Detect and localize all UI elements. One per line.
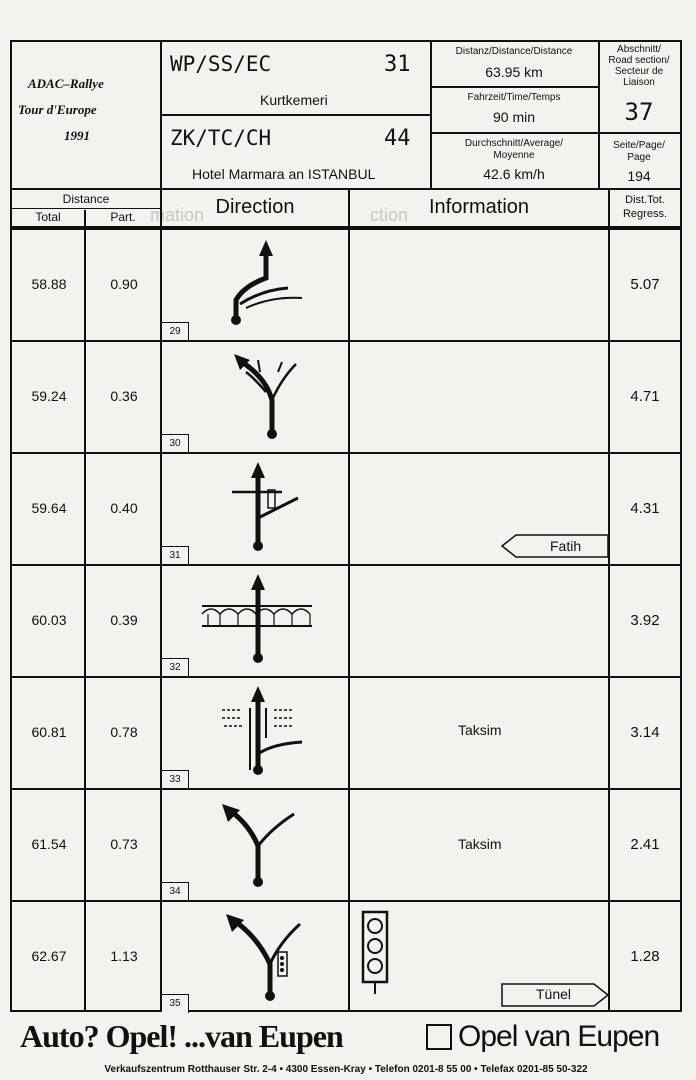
regress-distance: 3.92 <box>630 612 660 629</box>
partial-distance: 1.13 <box>110 948 138 964</box>
table-row <box>12 342 680 454</box>
box-number: 33 <box>162 770 189 789</box>
total-distance: 60.81 <box>31 724 67 740</box>
col-part: Part. <box>110 210 136 224</box>
page-label-1: Seite/Page/ <box>613 140 665 151</box>
average-label-1: Durchschnitt/Average/ <box>464 138 564 149</box>
opel-logo-icon <box>426 1024 452 1050</box>
roadbook-header <box>10 40 682 190</box>
page-label-2: Page <box>627 152 651 163</box>
section-label-3: Secteur de <box>614 66 664 77</box>
info-sign-text: Tünel <box>536 986 572 1002</box>
box-number: 30 <box>162 434 189 453</box>
average-label-2: Moyenne <box>493 150 535 161</box>
rally-year: 1991 <box>64 128 90 143</box>
control-name: Hotel Marmara an ISTANBUL <box>192 166 376 182</box>
regress-distance: 1.28 <box>630 948 660 965</box>
time-label: Fahrzeit/Time/Temps <box>467 92 561 103</box>
box-number: 32 <box>162 658 189 677</box>
table-row <box>12 566 680 678</box>
tulip-diagram-icon <box>162 790 348 902</box>
col-information: Information <box>428 196 530 218</box>
sponsor-banner <box>10 1016 682 1062</box>
info-text: Taksim <box>458 836 502 852</box>
info-sign-text: Fatih <box>550 538 582 554</box>
section-label-4: Liaison <box>623 77 655 88</box>
tulip-diagram-icon <box>162 342 348 454</box>
average-value: 42.6 km/h <box>483 166 545 182</box>
page-value: 194 <box>627 168 651 184</box>
table-row <box>12 678 680 790</box>
bleed-through: ction <box>370 205 409 225</box>
tulip-diagram-icon <box>162 230 348 342</box>
col-total: Total <box>35 210 61 224</box>
box-number: 35 <box>162 994 189 1013</box>
column-headers <box>10 190 682 228</box>
regress-distance: 5.07 <box>630 276 660 293</box>
table-row <box>12 790 680 902</box>
col-regress-1: Dist.Tot. <box>625 194 665 206</box>
partial-distance: 0.36 <box>110 388 138 404</box>
table-row <box>12 454 680 566</box>
stage-name: Kurtkemeri <box>260 92 328 108</box>
tulip-diagram-icon <box>162 678 348 790</box>
col-regress-2: Regress. <box>622 208 668 220</box>
distance-label: Distanz/Distance/Distance <box>455 46 573 57</box>
regress-distance: 4.31 <box>630 500 660 517</box>
regress-distance: 4.71 <box>630 388 660 405</box>
box-number: 29 <box>162 322 189 341</box>
col-direction: Direction <box>215 196 295 218</box>
total-distance: 62.67 <box>31 948 67 964</box>
total-distance: 59.64 <box>31 500 67 516</box>
table-row <box>12 902 680 1014</box>
sponsor-slogan: Auto? Opel! ...van Eupen <box>20 1018 343 1054</box>
regress-distance: 3.14 <box>630 724 660 741</box>
stage-code: WP/SS/EC <box>170 52 272 76</box>
tulip-diagram-icon <box>162 566 348 678</box>
partial-distance: 0.78 <box>110 724 138 740</box>
tulip-diagram-icon <box>162 902 348 1014</box>
tulip-diagram-icon <box>162 454 348 566</box>
partial-distance: 0.40 <box>110 500 138 516</box>
roadbook-grid <box>10 228 682 1012</box>
stage-number: 31 <box>384 52 411 77</box>
total-distance: 58.88 <box>31 276 67 292</box>
traffic-light-icon <box>360 910 390 994</box>
box-number: 31 <box>162 546 189 565</box>
sponsor-brand: Opel van Eupen <box>458 1020 660 1053</box>
partial-distance: 0.39 <box>110 612 138 628</box>
sponsor-address: Verkaufszentrum Rotthauser Str. 2-4 • 4300 Essen-Kray • Telefon 0201-8 55 00 • Telefax 0201-85 50-322 <box>104 1064 588 1075</box>
rally-name-line1: ADAC–Rallye <box>28 76 104 91</box>
total-distance: 61.54 <box>31 836 67 852</box>
info-text: Taksim <box>458 722 502 738</box>
total-distance: 60.03 <box>31 612 67 628</box>
control-number: 44 <box>384 126 411 151</box>
col-distance: Distance <box>62 192 110 206</box>
time-value: 90 min <box>492 109 536 125</box>
distance-value: 63.95 km <box>485 64 543 80</box>
bleed-through: mation <box>150 205 205 225</box>
rally-name-line2: Tour d'Europe <box>18 102 97 117</box>
regress-distance: 2.41 <box>630 836 660 853</box>
section-value: 37 <box>624 98 654 126</box>
box-number: 34 <box>162 882 189 901</box>
table-row <box>12 230 680 342</box>
sponsor-footer <box>10 1016 682 1080</box>
control-code: ZK/TC/CH <box>170 126 272 150</box>
partial-distance: 0.90 <box>110 276 138 292</box>
total-distance: 59.24 <box>31 388 67 404</box>
section-label-1: Abschnitt/ <box>617 44 661 55</box>
section-label-2: Road section/ <box>608 55 670 66</box>
partial-distance: 0.73 <box>110 836 138 852</box>
